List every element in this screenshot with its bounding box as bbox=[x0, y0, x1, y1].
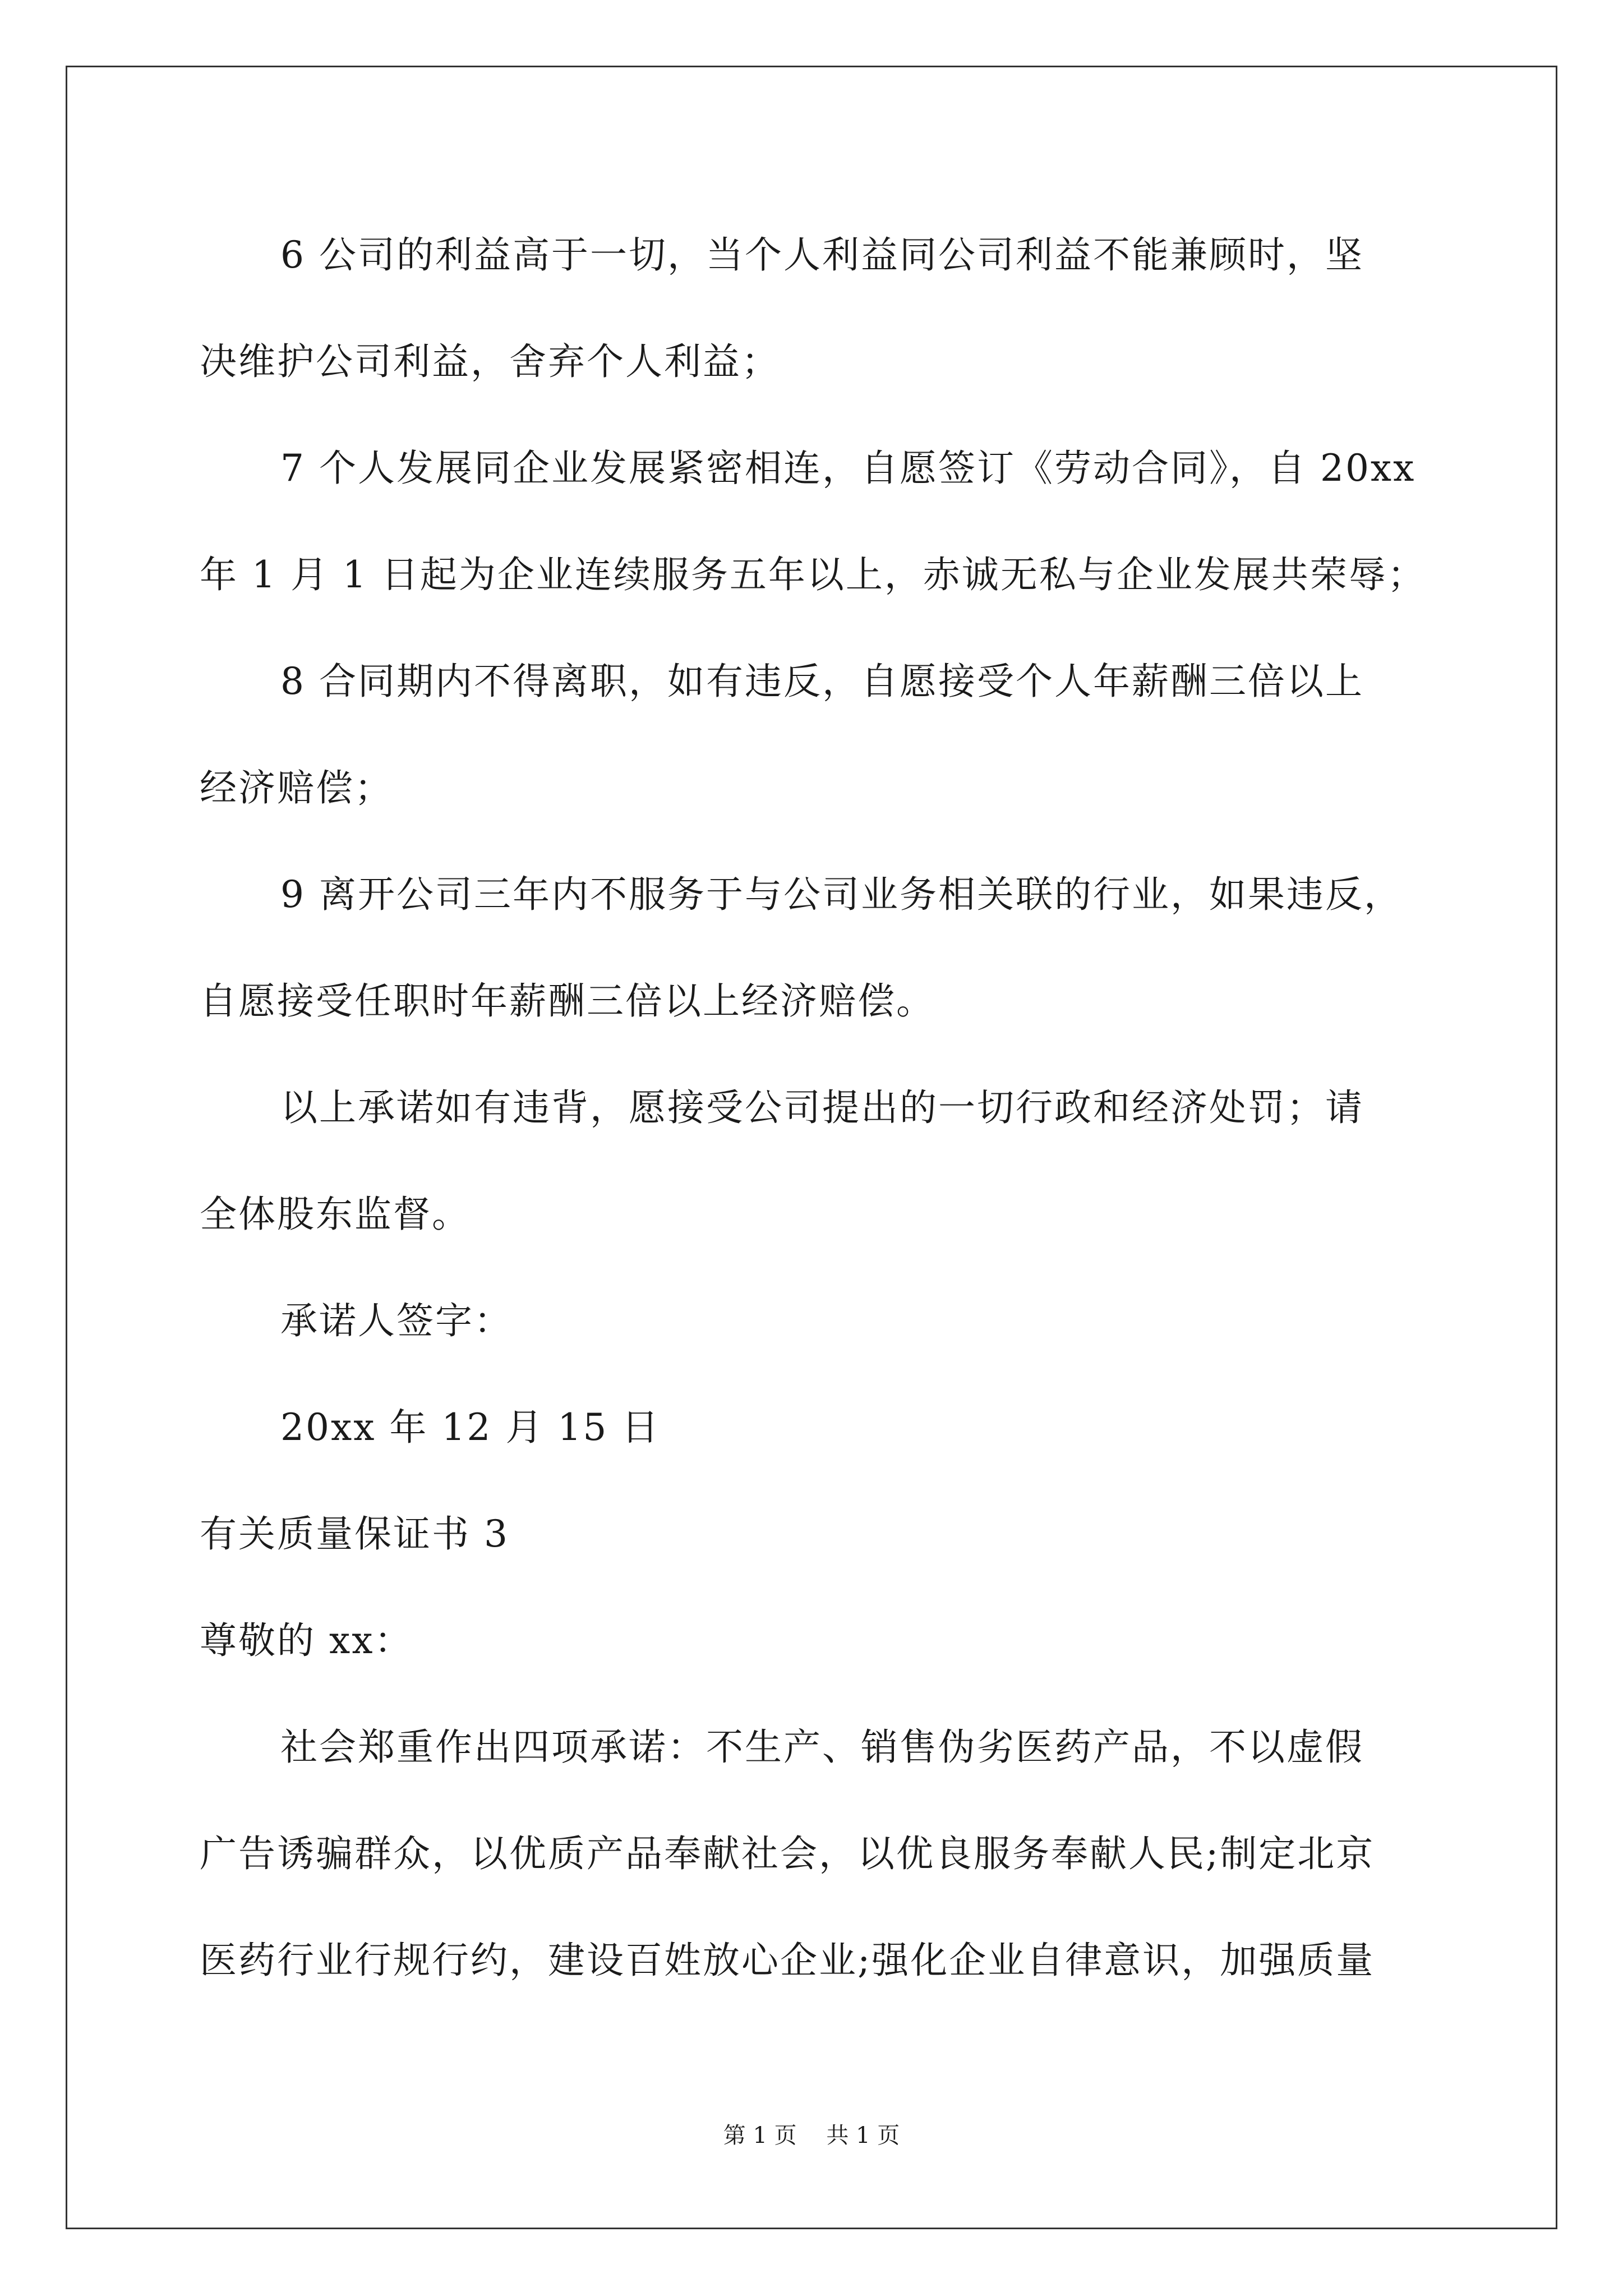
text-line: 决维护公司利益，舍弃个人利益； bbox=[200, 340, 780, 383]
document-body bbox=[200, 202, 1426, 2014]
text-line: 全体股东监督。 bbox=[200, 1193, 471, 1236]
page-footer bbox=[0, 2118, 1623, 2150]
date-line: 20xx 年 12 月 15 日 bbox=[280, 1406, 661, 1449]
salutation: 尊敬的 xx： bbox=[200, 1619, 413, 1662]
text-line: 经济赔偿； bbox=[200, 766, 393, 809]
text-line: 8 合同期内不得离职，如有违反，自愿接受个人年薪酬三倍以上 bbox=[280, 660, 1364, 703]
text-line: 6 公司的利益高于一切，当个人利益同公司利益不能兼顾时，坚 bbox=[280, 233, 1364, 277]
text-line: 医药行业行规行约，建设百姓放心企业;强化企业自律意识，加强质量 bbox=[200, 1939, 1375, 1982]
signature-label: 承诺人签字： bbox=[280, 1299, 513, 1342]
text-line: 自愿接受任职时年薪酬三倍以上经济赔偿。 bbox=[200, 979, 935, 1023]
text-line: 社会郑重作出四项承诺：不生产、销售伪劣医药产品，不以虚假 bbox=[280, 1726, 1364, 1769]
section-heading: 有关质量保证书 3 bbox=[200, 1512, 509, 1556]
text-line: 年 1 月 1 日起为企业连续服务五年以上，赤诚无私与企业发展共荣辱； bbox=[200, 553, 1426, 596]
text-line: 以上承诺如有违背，愿接受公司提出的一切行政和经济处罚；请 bbox=[280, 1086, 1364, 1129]
page-number-current: 第 1 页 bbox=[723, 2123, 797, 2148]
text-line: 7 个人发展同企业发展紧密相连，自愿签订《劳动合同》，自 20xx bbox=[280, 447, 1416, 490]
text-line: 9 离开公司三年内不服务于与公司业务相关联的行业，如果违反， bbox=[280, 873, 1403, 916]
page-number-total: 共 1 页 bbox=[826, 2123, 900, 2148]
text-line: 广告诱骗群众，以优质产品奉献社会，以优良服务奉献人民;制定北京 bbox=[200, 1832, 1375, 1875]
